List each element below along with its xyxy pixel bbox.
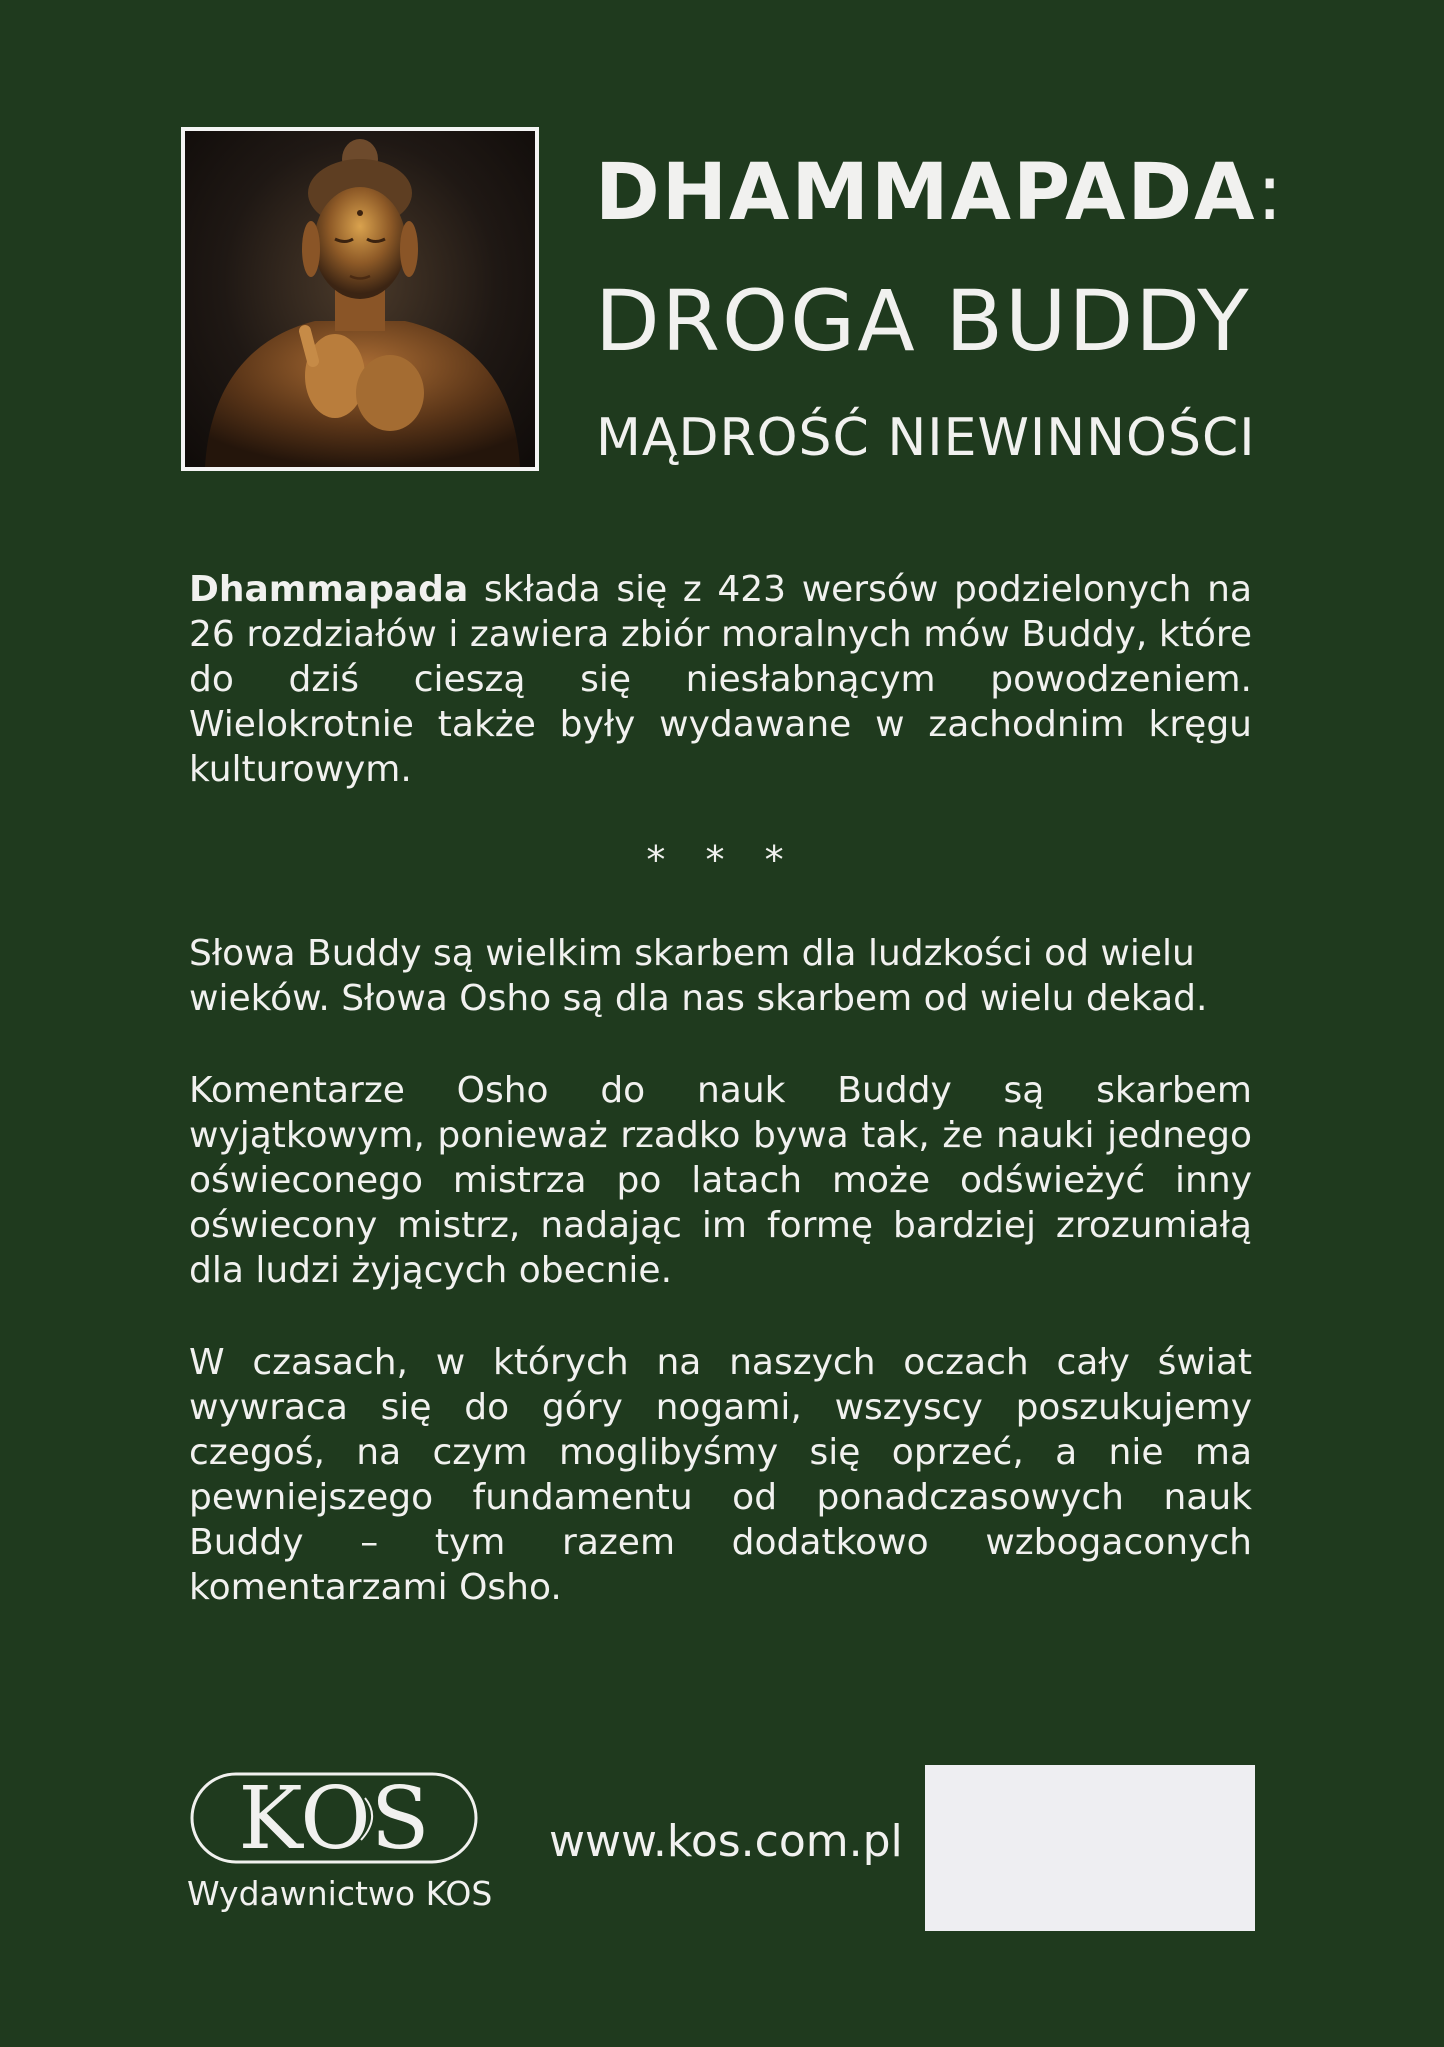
paragraph-4: W czasach, w których na naszych oczach cały świat wywraca się do góry nogami, wszyscy poszukujemy czegoś, na czym moglibyśmy się oprzeć, a nie ma pewniejszego fundamentu od ponadczasowych nauk Buddy – tym razem dodatkowo wzbogaconych komentarzami Osho. [189, 1342, 1252, 1608]
paragraph-1 [189, 567, 1252, 792]
buddha-statue-icon [185, 131, 535, 467]
paragraph-3: Komentarze Osho do nauk Buddy są skarbem wyjątkowym, ponieważ rzadko bywa tak, że nauki jednego oświeconego mistrza po latach może odświeżyć inny oświecony mistrz, nadając im formę bardziej zrozumiałą dla ludzi żyjących obecnie. [189, 1070, 1252, 1291]
book-title-line-2: DROGA BUDDY [595, 272, 1251, 370]
kos-logo-icon [189, 1768, 479, 1868]
title-colon: : [1256, 148, 1285, 238]
barcode-placeholder [925, 1765, 1255, 1931]
section-separator: * * * [646, 838, 798, 882]
website-link[interactable]: www.kos.com.pl [549, 1816, 903, 1867]
kos-logo [189, 1768, 479, 1868]
publisher-name: Wydawnictwo KOS [187, 1874, 493, 1913]
book-title-line-1 [595, 148, 1285, 238]
logo-text: KOS [238, 1769, 430, 1868]
title-bold: DHAMMAPADA [595, 148, 1257, 238]
paragraph-1-bold: Dhammapada [189, 569, 469, 610]
book-subtitle: MĄDROŚĆ NIEWINNOŚCI [596, 408, 1256, 468]
paragraph-1-text: składa się z 423 wersów podzielonych na 26 rozdziałów i zawiera zbiór moralnych mów Buddy, które do dziś cieszą się niesłabnącym powodzeniem. Wielokrotnie także były wydawane w zachodnim kręgu kulturowym. [189, 569, 1252, 790]
buddha-photo [181, 127, 539, 471]
paragraph-2: Słowa Buddy są wielkim skarbem dla ludzkości od wielu wieków. Słowa Osho są dla nas skarbem od wielu dekad. [189, 933, 1208, 1019]
